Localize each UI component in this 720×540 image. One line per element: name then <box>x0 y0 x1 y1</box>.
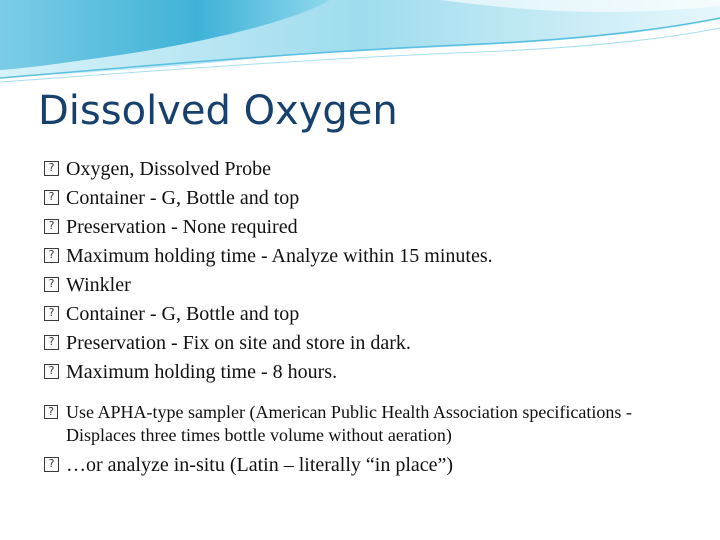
slide-title: Dissolved Oxygen <box>38 88 398 134</box>
bullet-text: Container - G, Bottle and top <box>66 187 300 209</box>
bullet-item <box>44 184 704 213</box>
bullet-item <box>44 329 704 358</box>
bullet-text: Winkler <box>66 274 131 296</box>
bullet-item <box>44 213 704 242</box>
bullet-marker-icon: ? <box>44 277 59 292</box>
bullet-marker-icon: ? <box>44 190 59 205</box>
bullet-marker-icon: ? <box>44 405 58 419</box>
bullet-list <box>44 155 704 480</box>
bullet-marker-icon: ? <box>44 457 59 472</box>
bullet-marker-icon: ? <box>44 219 59 234</box>
bullet-marker-icon: ? <box>44 248 59 263</box>
bullet-marker-icon: ? <box>44 161 59 176</box>
note-text: …or analyze in-situ (Latin – literally “in place”) <box>66 454 454 476</box>
note-text: Use APHA-type sampler (American Public Health Association specifications - Displaces three times bottle volume without aeration) <box>66 402 632 445</box>
bullet-text: Preservation - None required <box>66 216 298 238</box>
bullet-item <box>44 242 704 271</box>
bullet-item <box>44 300 704 329</box>
bullet-text: Oxygen, Dissolved Probe <box>66 158 271 180</box>
bullet-item <box>44 271 704 300</box>
bullet-marker-icon: ? <box>44 306 59 321</box>
note-apha-sampler <box>44 401 704 447</box>
bullet-text: Maximum holding time - Analyze within 15 minutes. <box>66 245 493 267</box>
bullet-text: Maximum holding time - 8 hours. <box>66 361 338 383</box>
bullet-item <box>44 155 704 184</box>
bullet-marker-icon: ? <box>44 364 59 379</box>
header-wave-decoration <box>0 0 720 90</box>
bullet-text: Preservation - Fix on site and store in dark. <box>66 332 411 354</box>
bullet-item <box>44 358 704 387</box>
note-in-situ <box>44 451 704 480</box>
bullet-text: Container - G, Bottle and top <box>66 303 300 325</box>
bullet-marker-icon: ? <box>44 335 59 350</box>
